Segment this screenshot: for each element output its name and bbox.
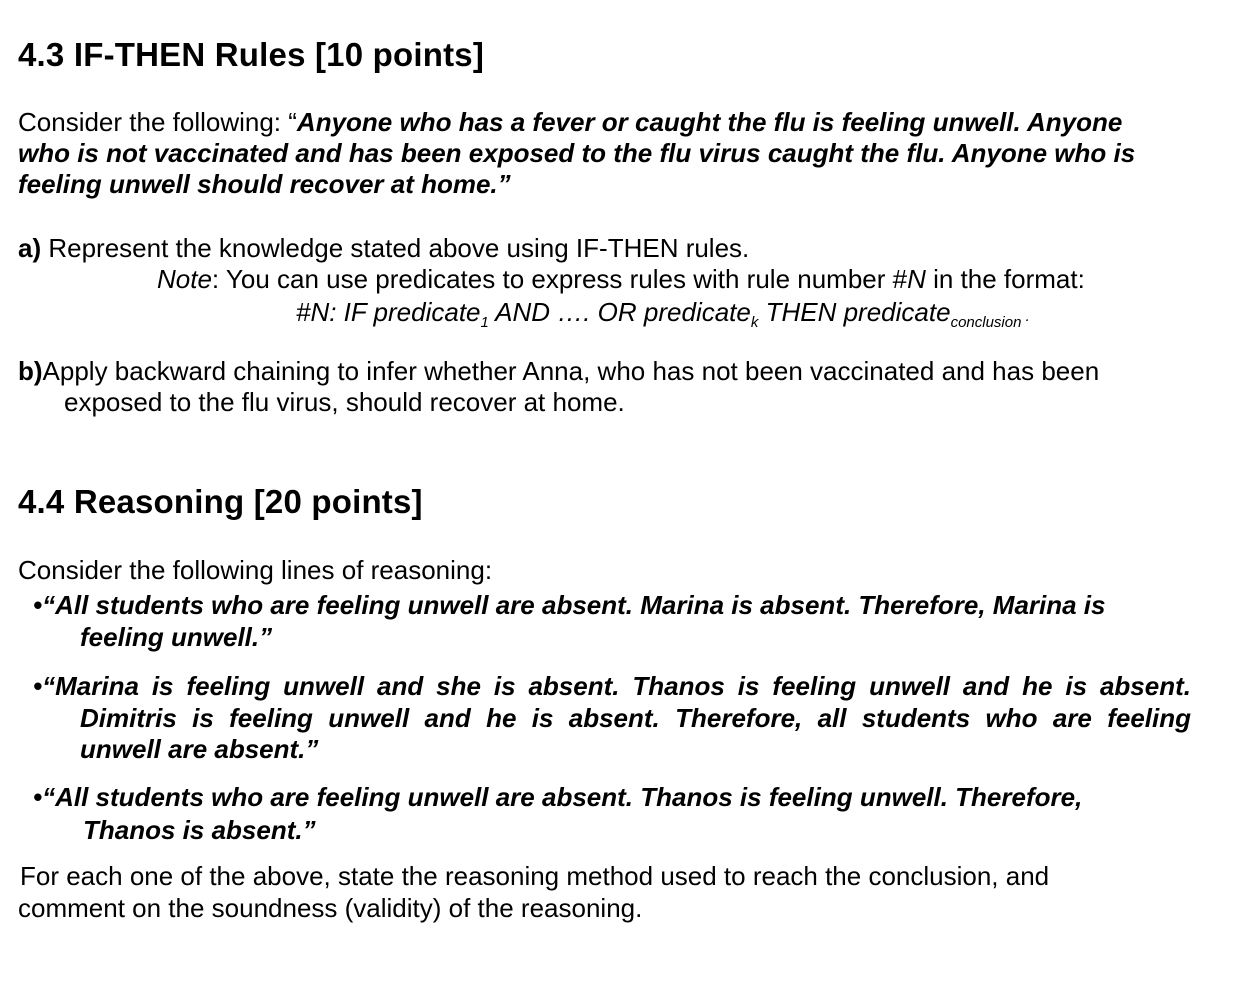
part-a-line: [18, 233, 749, 264]
part-a-label: a): [18, 233, 42, 263]
note-text-2: in the format:: [925, 264, 1085, 294]
bullet-icon: •: [33, 782, 43, 812]
bullet-3-text-1: “All students who are feeling unwell are absent. Thanos is feeling unwell. Therefore,: [42, 782, 1083, 812]
reasoning-bullet-2-line-1: [33, 671, 1191, 702]
part-b-text-1: Apply backward chaining to infer whether Anna, who has not been vaccinated and has been: [42, 356, 1100, 386]
note-n: N: [907, 264, 926, 294]
rule-format-line: [296, 297, 1030, 332]
reasoning-bullet-2-line-3: unwell are absent.”: [80, 734, 319, 764]
part-a-text: Represent the knowledge stated above using IF-THEN rules.: [41, 233, 750, 263]
format-end: .: [1021, 308, 1030, 325]
part-b-label: b): [18, 356, 43, 386]
note-text-1: : You can use predicates to express rules with rule number #: [211, 264, 908, 294]
closing-line-2: comment on the soundness (validity) of the reasoning.: [18, 893, 643, 923]
bullet-1-text-1: “All students who are feeling unwell are absent. Marina is absent. Therefore, Marina is: [42, 590, 1106, 620]
closing-line-1: For each one of the above, state the reasoning method used to reach the conclusion, and: [20, 861, 1050, 891]
intro-quote-line-2: who is not vaccinated and has been exposed to the flu virus caught the flu. Anyone who is: [18, 138, 1136, 168]
intro-plain-text: Consider the following: “: [18, 107, 297, 137]
intro-quote-line-1: Anyone who has a fever or caught the flu is feeling unwell. Anyone: [296, 107, 1123, 137]
reasoning-bullet-3-line-2: Thanos is absent.”: [83, 815, 316, 845]
reasoning-bullet-1-line-2: feeling unwell.”: [80, 622, 273, 652]
format-subscript-k: k: [750, 314, 759, 331]
section-4-4-intro: Consider the following lines of reasoning:: [18, 555, 493, 585]
section-4-3-title: 4.3 IF-THEN Rules [10 points]: [18, 36, 485, 73]
intro-quote-line-3: feeling unwell should recover at home.”: [18, 169, 511, 199]
note-label: Note: [157, 264, 212, 294]
bullet-2-text-2: Dimitris is feeling unwell and he is absent. Therefore, all students who are feeling: [80, 703, 1191, 733]
reasoning-bullet-1-line-1: [33, 590, 1106, 621]
reasoning-bullet-3-line-1: [33, 782, 1082, 813]
part-b-line-2: exposed to the flu virus, should recover at home.: [64, 387, 625, 417]
note-line: [157, 264, 1085, 295]
format-part-3: THEN predicate: [758, 297, 951, 327]
reasoning-bullet-2-line-2: [80, 703, 1191, 734]
bullet-icon: •: [33, 590, 43, 620]
section-4-3-intro: [18, 107, 1188, 200]
bullet-icon: •: [33, 671, 43, 701]
bullet-2-text-1: “Marina is feeling unwell and she is absent. Thanos is feeling unwell and he is absent.: [42, 671, 1191, 701]
section-4-4-title: 4.4 Reasoning [20 points]: [18, 483, 423, 520]
format-part-2: AND …. OR predicate: [488, 297, 751, 327]
format-part-1: #N: IF predicate: [296, 297, 481, 327]
part-b-line-1: [18, 356, 1099, 387]
format-subscript-conclusion: conclusion: [950, 314, 1022, 331]
format-subscript-1: 1: [480, 314, 489, 331]
